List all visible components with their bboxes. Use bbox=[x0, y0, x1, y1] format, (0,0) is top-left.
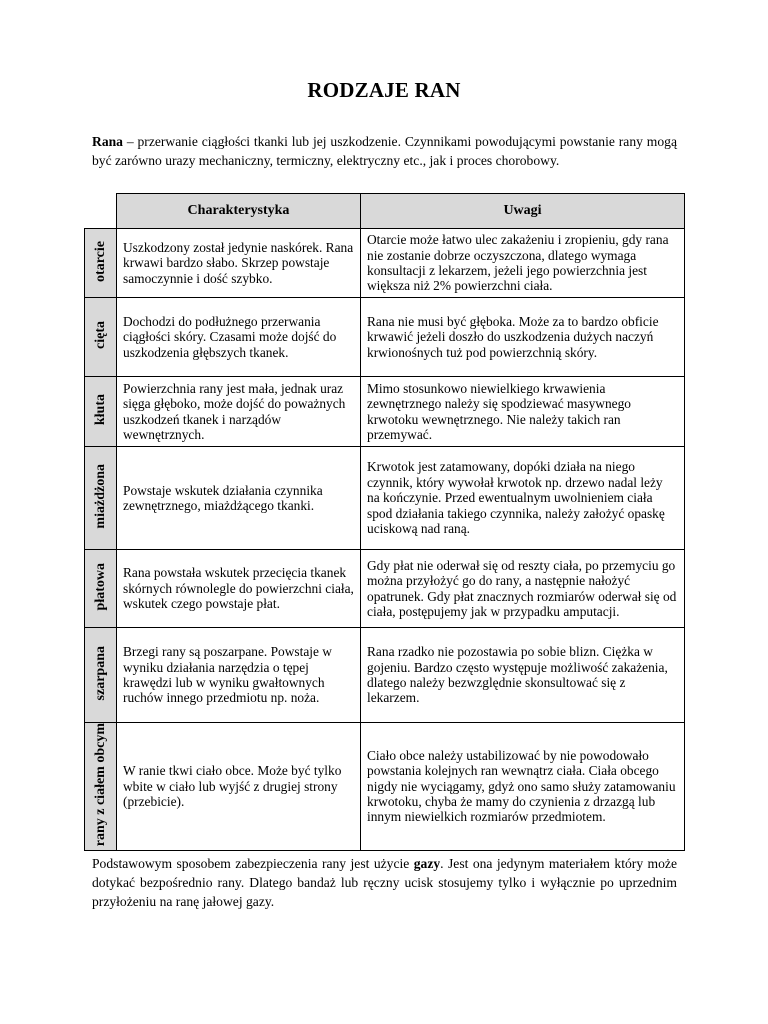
notes-cell: Mimo stosunkowo niewielkiego krwawienia zewnętrznego należy się spodziewać masywnego krwotoku wewnętrznego. Nie należy takich ran przemywać. bbox=[361, 377, 685, 447]
row-label-cell bbox=[85, 229, 117, 298]
page-title: RODZAJE RAN bbox=[307, 78, 461, 102]
table-row bbox=[85, 377, 685, 447]
row-label: otarcie bbox=[93, 240, 108, 282]
notes-cell: Rana nie musi być głęboka. Może za to bardzo obficie krwawić jeżeli doszło do uszkodzenia dużych naczyń krwionośnych tuż pod powierzchnią skóry. bbox=[361, 298, 685, 377]
row-label: rany z ciałem obcym bbox=[93, 723, 108, 847]
table-row bbox=[85, 628, 685, 723]
row-label: miażdżona bbox=[93, 464, 108, 529]
table-corner bbox=[85, 194, 117, 229]
notes-cell: Ciało obce należy ustabilizować by nie powodowało powstania kolejnych ran wewnątrz ciała. Ciała obcego nigdy nie wyciągamy, gdyż ono samo służy zatamowaniu krwotoku, chyba że mamy do czynienia z drzazgą lub innym niewielkich rozmiarów przedmiotem. bbox=[361, 723, 685, 851]
intro-term: Rana bbox=[92, 134, 123, 149]
characteristic-cell: Powstaje wskutek działania czynnika zewnętrznego, miażdżącego tkanki. bbox=[117, 447, 361, 550]
characteristic-cell: Uszkodzony został jedynie naskórek. Rana krwawi bardzo słabo. Skrzep powstaje samoczynnie i dość szybko. bbox=[117, 229, 361, 298]
row-label: cięta bbox=[93, 321, 108, 350]
footer-paragraph bbox=[92, 854, 677, 911]
row-label-cell bbox=[85, 628, 117, 723]
characteristic-cell: Dochodzi do podłużnego przerwania ciągłości skóry. Czasami może dojść do uszkodzenia głębszych tkanek. bbox=[117, 298, 361, 377]
header-notes: Uwagi bbox=[361, 194, 685, 229]
table-row bbox=[85, 723, 685, 851]
intro-text: – przerwanie ciągłości tkanki lub jej uszkodzenie. Czynnikami powodującymi powstanie rany mogą być zarówno urazy mechaniczny, termiczny, elektryczny etc., jak i proces chorobowy. bbox=[92, 134, 677, 168]
row-label-cell bbox=[85, 723, 117, 851]
table-header-row bbox=[85, 194, 685, 229]
characteristic-cell: Brzegi rany są poszarpane. Powstaje w wyniku działania narzędzia o tępej krawędzi lub w wyniku gwałtownych ruchów innego przedmiotu np. noża. bbox=[117, 628, 361, 723]
notes-cell: Otarcie może łatwo ulec zakażeniu i zropieniu, gdy rana nie zostanie dobrze oczyszczona, dlatego wymaga konsultacji z lekarzem, jeżeli jego powierzchnia jest większa niż 2% powierzchni ciała. bbox=[361, 229, 685, 298]
footer-term: gazy bbox=[413, 856, 441, 871]
notes-cell: Krwotok jest zatamowany, dopóki działa na niego czynnik, który wywołał krwotok np. drzewo nadal leży na kończynie. Przed ewentualnym uwolnieniem ciała spod działania takiego czynnika, należy założyć opaskę uciskową nad raną. bbox=[361, 447, 685, 550]
table-row bbox=[85, 298, 685, 377]
characteristic-cell: Powierzchnia rany jest mała, jednak uraz sięga głęboko, może dojść do poważnych uszkodzeń tkanek i narządów wewnętrznych. bbox=[117, 377, 361, 447]
row-label-cell bbox=[85, 377, 117, 447]
row-label-cell bbox=[85, 447, 117, 550]
footer-text-before: Podstawowym sposobem zabezpieczenia rany jest użycie bbox=[92, 856, 414, 871]
row-label: szarpana bbox=[93, 646, 108, 701]
intro-paragraph bbox=[92, 132, 677, 170]
table-row bbox=[85, 447, 685, 550]
row-label: kłuta bbox=[93, 394, 108, 426]
characteristic-cell: W ranie tkwi ciało obce. Może być tylko wbite w ciało lub wyjść z drugiej strony (przebicie). bbox=[117, 723, 361, 851]
row-label: płatowa bbox=[93, 563, 108, 611]
characteristic-cell: Rana powstała wskutek przecięcia tkanek skórnych równolegle do powierzchni ciała, wskutek czego powstaje płat. bbox=[117, 550, 361, 628]
wound-types-table bbox=[84, 193, 685, 851]
table-row bbox=[85, 550, 685, 628]
notes-cell: Rana rzadko nie pozostawia po sobie blizn. Ciężka w gojeniu. Bardzo często występuje możliwość zakażenia, dlatego należy bezwzględnie skonsultować się z lekarzem. bbox=[361, 628, 685, 723]
notes-cell: Gdy płat nie oderwał się od reszty ciała, po przemyciu go można przyłożyć go do rany, a następnie nałożyć opatrunek. Gdy płat znacznych rozmiarów oderwał się od ciała, postępujemy jak w przypadku amputacji. bbox=[361, 550, 685, 628]
table-row bbox=[85, 229, 685, 298]
footer-text-after: . Jest ona jedynym materiałem który może dotykać bezpośrednio rany. Dlatego bandaż lub ręczny ucisk stosujemy tylko i wyłącznie po uprzednim przyłożeniu na ranę jałowej gazy. bbox=[92, 856, 677, 909]
header-characteristic: Charakterystyka bbox=[117, 194, 361, 229]
row-label-cell bbox=[85, 550, 117, 628]
row-label-cell bbox=[85, 298, 117, 377]
